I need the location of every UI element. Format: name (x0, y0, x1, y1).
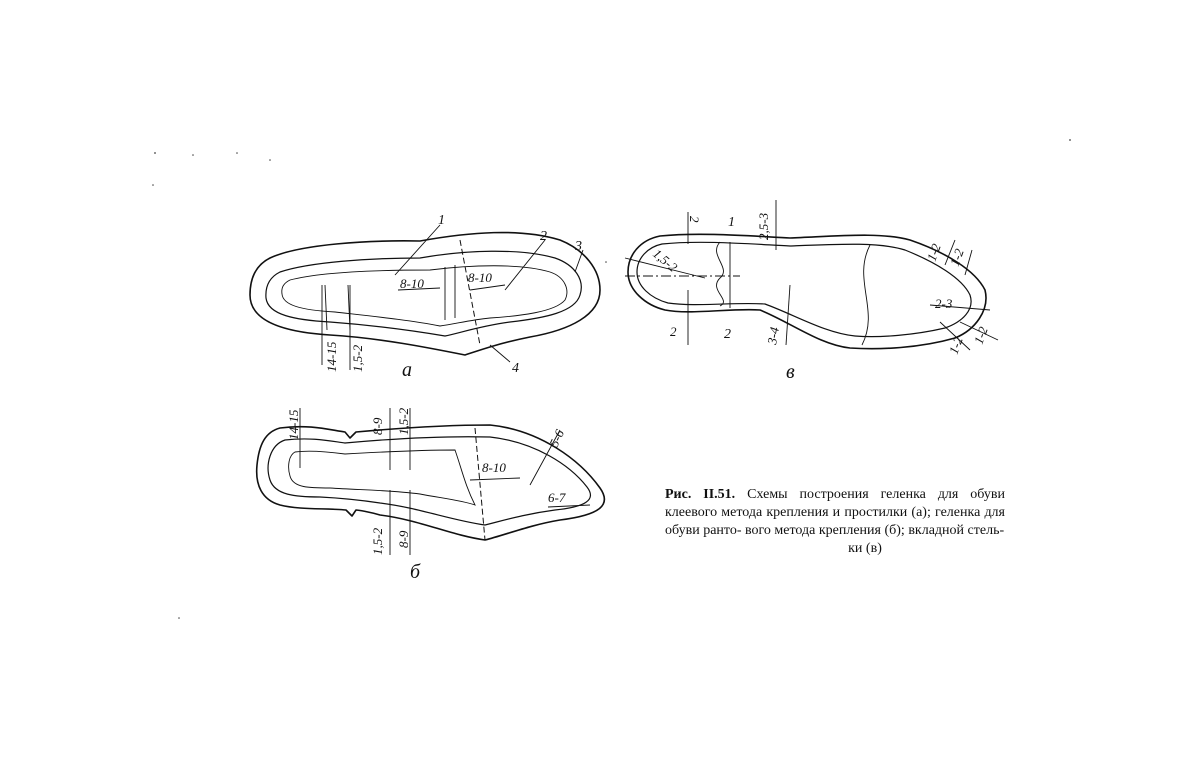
panel-b-dim-2: 8-9 (370, 417, 385, 435)
caption-label: Рис. II.51. (665, 487, 736, 502)
panel-a-dim-4: 1,5-2 (350, 344, 365, 372)
panel-a-dash-line (460, 240, 480, 345)
panel-v-dim-10: 1-2 (970, 324, 991, 347)
panel-b-dim-3: 1,5-2 (396, 407, 411, 435)
panel-v-dim-2: 1,5-2 (650, 245, 681, 275)
panel-v-inner-outline (637, 242, 971, 336)
panel-b-letter: б (410, 561, 421, 583)
panel-b-dim-8: 8-9 (396, 530, 411, 548)
panel-b-dim-5: 5-6 (546, 427, 568, 450)
panel-b-dim-7: 1,5-2 (370, 527, 385, 555)
figure-caption (665, 486, 1005, 558)
panel-v-number-2: 2 (724, 327, 731, 342)
panel-a-dim-2: 8-10 (468, 270, 492, 285)
panel-v-dim-8: 2-3 (935, 296, 953, 311)
panel-v-dim-4: 2,5-3 (756, 212, 771, 240)
panel-a-number-4: 4 (512, 361, 519, 376)
panel-a-number-3: 3 (575, 239, 582, 254)
panel-a-dim-1: 8-10 (400, 276, 424, 291)
panel-a-number-1: 1 (438, 213, 445, 228)
panel-a-number-2: 2 (540, 229, 547, 244)
panel-a-shank-outline (282, 266, 567, 326)
panel-v-dim-7: 1-2 (946, 246, 967, 269)
panel-a-insole (250, 213, 600, 381)
caption-line-5: ки (в) (848, 541, 882, 556)
panel-v-dim-1: 2 (687, 216, 702, 223)
panel-a-dim-3: 14-15 (324, 341, 339, 372)
caption-line-1: Схемы построения геленка (747, 487, 926, 502)
panel-b-dim-4: 8-10 (482, 460, 506, 475)
panel-v-dim-9: 1-2 (945, 334, 966, 357)
panel-b-dim-6: 6-7 (548, 490, 566, 505)
panel-v-dim-3: 2 (670, 324, 677, 339)
caption-line-4: вого метода крепления (б); вкладной стель- (745, 523, 1005, 538)
panel-b-dim-1: 14-15 (286, 409, 301, 440)
panel-a-letter: а (402, 359, 412, 381)
panel-v-number-1: 1 (728, 215, 735, 230)
panel-a-outer-outline (250, 233, 600, 355)
panel-v-toe-curve (862, 245, 870, 345)
panel-v-letter: в (786, 361, 795, 383)
panel-b-insole (257, 407, 605, 583)
panel-v-heel-curve (717, 242, 724, 306)
caption-line-3: простилки (а); геленка для обуви ранто- (665, 505, 1005, 538)
panel-v-dim-6: 1-2 (923, 241, 944, 264)
caption-line-2: для обуви клеевого метода крепления и (665, 487, 1005, 520)
panel-v-dim-5: 3-4 (764, 325, 782, 346)
panel-v-insole (625, 200, 998, 383)
